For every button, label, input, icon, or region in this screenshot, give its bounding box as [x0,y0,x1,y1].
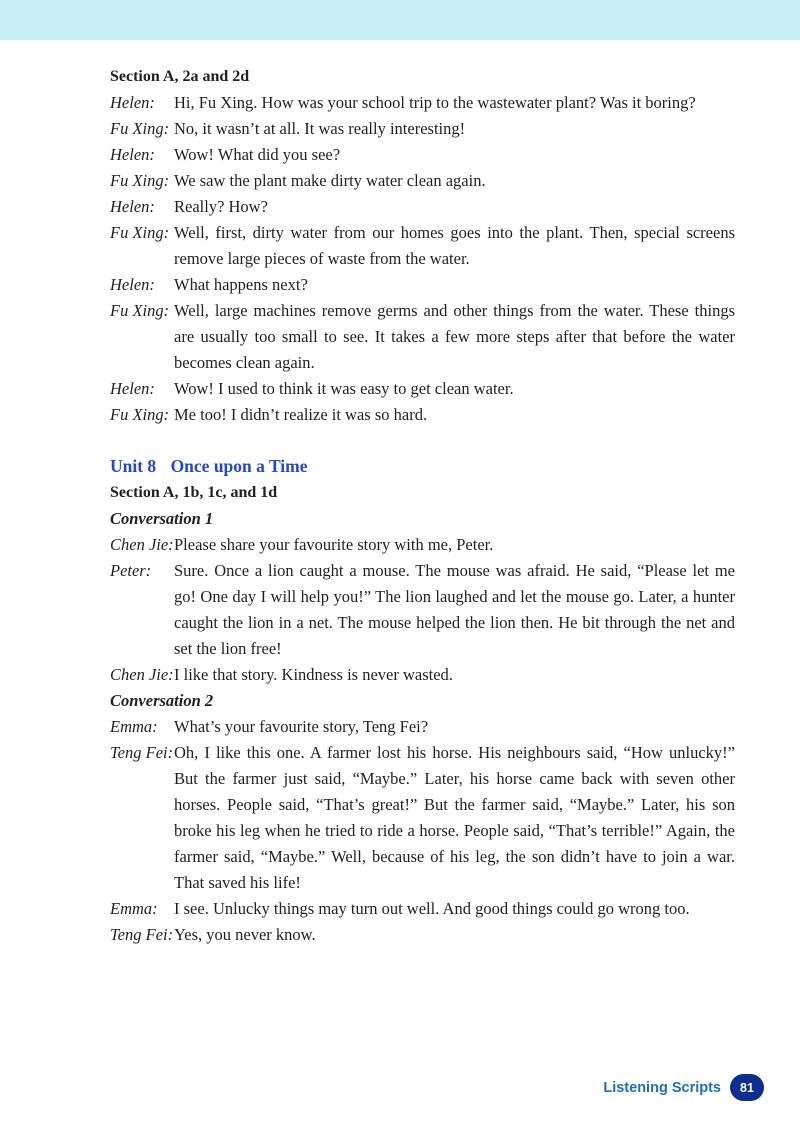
speaker-name: Teng Fei: [110,925,174,944]
dialogue-line [110,714,735,740]
speaker-name: Fu Xing: [110,301,170,320]
dialogue-line [110,558,735,662]
speaker-name: Emma: [110,717,158,736]
speaker-name: Helen: [110,93,155,112]
dialogue-line [110,168,735,194]
dialogue-line [110,532,735,558]
dialogue-line [110,896,735,922]
dialogue-line [110,116,735,142]
speaker-name: Teng Fei: [110,743,174,762]
speaker-name: Peter: [110,561,152,580]
dialogue-line [110,740,735,896]
speaker-name: Fu Xing: [110,119,170,138]
dialogue-block-conversation-2 [110,714,735,948]
dialogue-text: No, it wasn’t at all. It was really interesting! [174,119,466,138]
dialogue-line [110,376,735,402]
conversation-title: Conversation 2 [110,691,214,710]
dialogue-text: Wow! I used to think it was easy to get clean water. [174,379,514,398]
speaker-name: Fu Xing: [110,405,170,424]
dialogue-block-conversation-1 [110,532,735,688]
dialogue-text: Oh, I like this one. A farmer lost his horse. His neighbours said, “How unlucky!” But the farmer just said, “Maybe.” Later, his horse came back with seven other horses. People said, “That’s great!” But the farmer said, “Maybe.” Later, his son broke his leg when he tried to ride a horse. People said, “That’s terrible!” Again, the farmer said, “Maybe.” Well, because of his leg, the son didn’t have to join a war. That saved his life! [174,743,735,892]
conversation-title: Conversation 1 [110,509,214,528]
dialogue-text: I see. Unlucky things may turn out well. And good things could go wrong too. [174,899,690,918]
page-content [110,64,735,948]
top-color-band [0,0,800,40]
dialogue-line [110,220,735,272]
dialogue-block-section-a [110,90,735,428]
speaker-name: Fu Xing: [110,223,170,242]
dialogue-line [110,142,735,168]
dialogue-text: What’s your favourite story, Teng Fei? [174,717,429,736]
speaker-name: Chen Jie: [110,665,174,684]
speaker-name: Chen Jie: [110,535,174,554]
speaker-name: Fu Xing: [110,171,170,190]
unit-number: Unit 8 [110,456,157,476]
footer-section-label: Listening Scripts [603,1079,721,1096]
dialogue-line [110,298,735,376]
speaker-name: Emma: [110,899,158,918]
dialogue-text: Hi, Fu Xing. How was your school trip to the wastewater plant? Was it boring? [174,93,696,112]
speaker-name: Helen: [110,275,155,294]
dialogue-line [110,662,735,688]
dialogue-text: Yes, you never know. [174,925,316,944]
unit-title [110,452,735,480]
dialogue-line [110,272,735,298]
dialogue-text: Really? How? [174,197,268,216]
speaker-name: Helen: [110,197,155,216]
section-heading: Section A, 1b, 1c, and 1d [110,484,278,501]
dialogue-text: I like that story. Kindness is never wasted. [174,665,453,684]
dialogue-text: What happens next? [174,275,308,294]
speaker-name: Helen: [110,379,155,398]
page-number-badge: 81 [730,1074,764,1101]
speaker-name: Helen: [110,145,155,164]
dialogue-line [110,922,735,948]
dialogue-text: Wow! What did you see? [174,145,341,164]
dialogue-text: We saw the plant make dirty water clean again. [174,171,486,190]
page-footer [603,1074,764,1101]
dialogue-text: Me too! I didn’t realize it was so hard. [174,405,428,424]
dialogue-text: Well, large machines remove germs and other things from the water. These things are usually too small to see. It takes a few more steps after that before the water becomes clean again. [174,301,735,372]
section-heading: Section A, 2a and 2d [110,68,250,85]
dialogue-line [110,402,735,428]
unit-name: Once upon a Time [170,456,308,476]
dialogue-text: Sure. Once a lion caught a mouse. The mouse was afraid. He said, “Please let me go! One day I will help you!” The lion laughed and let the mouse go. Later, a hunter caught the lion in a net. The mouse helped the lion then. He bit through the net and set the lion free! [174,561,735,658]
dialogue-line [110,90,735,116]
dialogue-text: Please share your favourite story with me, Peter. [174,535,494,554]
dialogue-line [110,194,735,220]
dialogue-text: Well, first, dirty water from our homes goes into the plant. Then, special screens remove large pieces of waste from the water. [174,223,735,268]
